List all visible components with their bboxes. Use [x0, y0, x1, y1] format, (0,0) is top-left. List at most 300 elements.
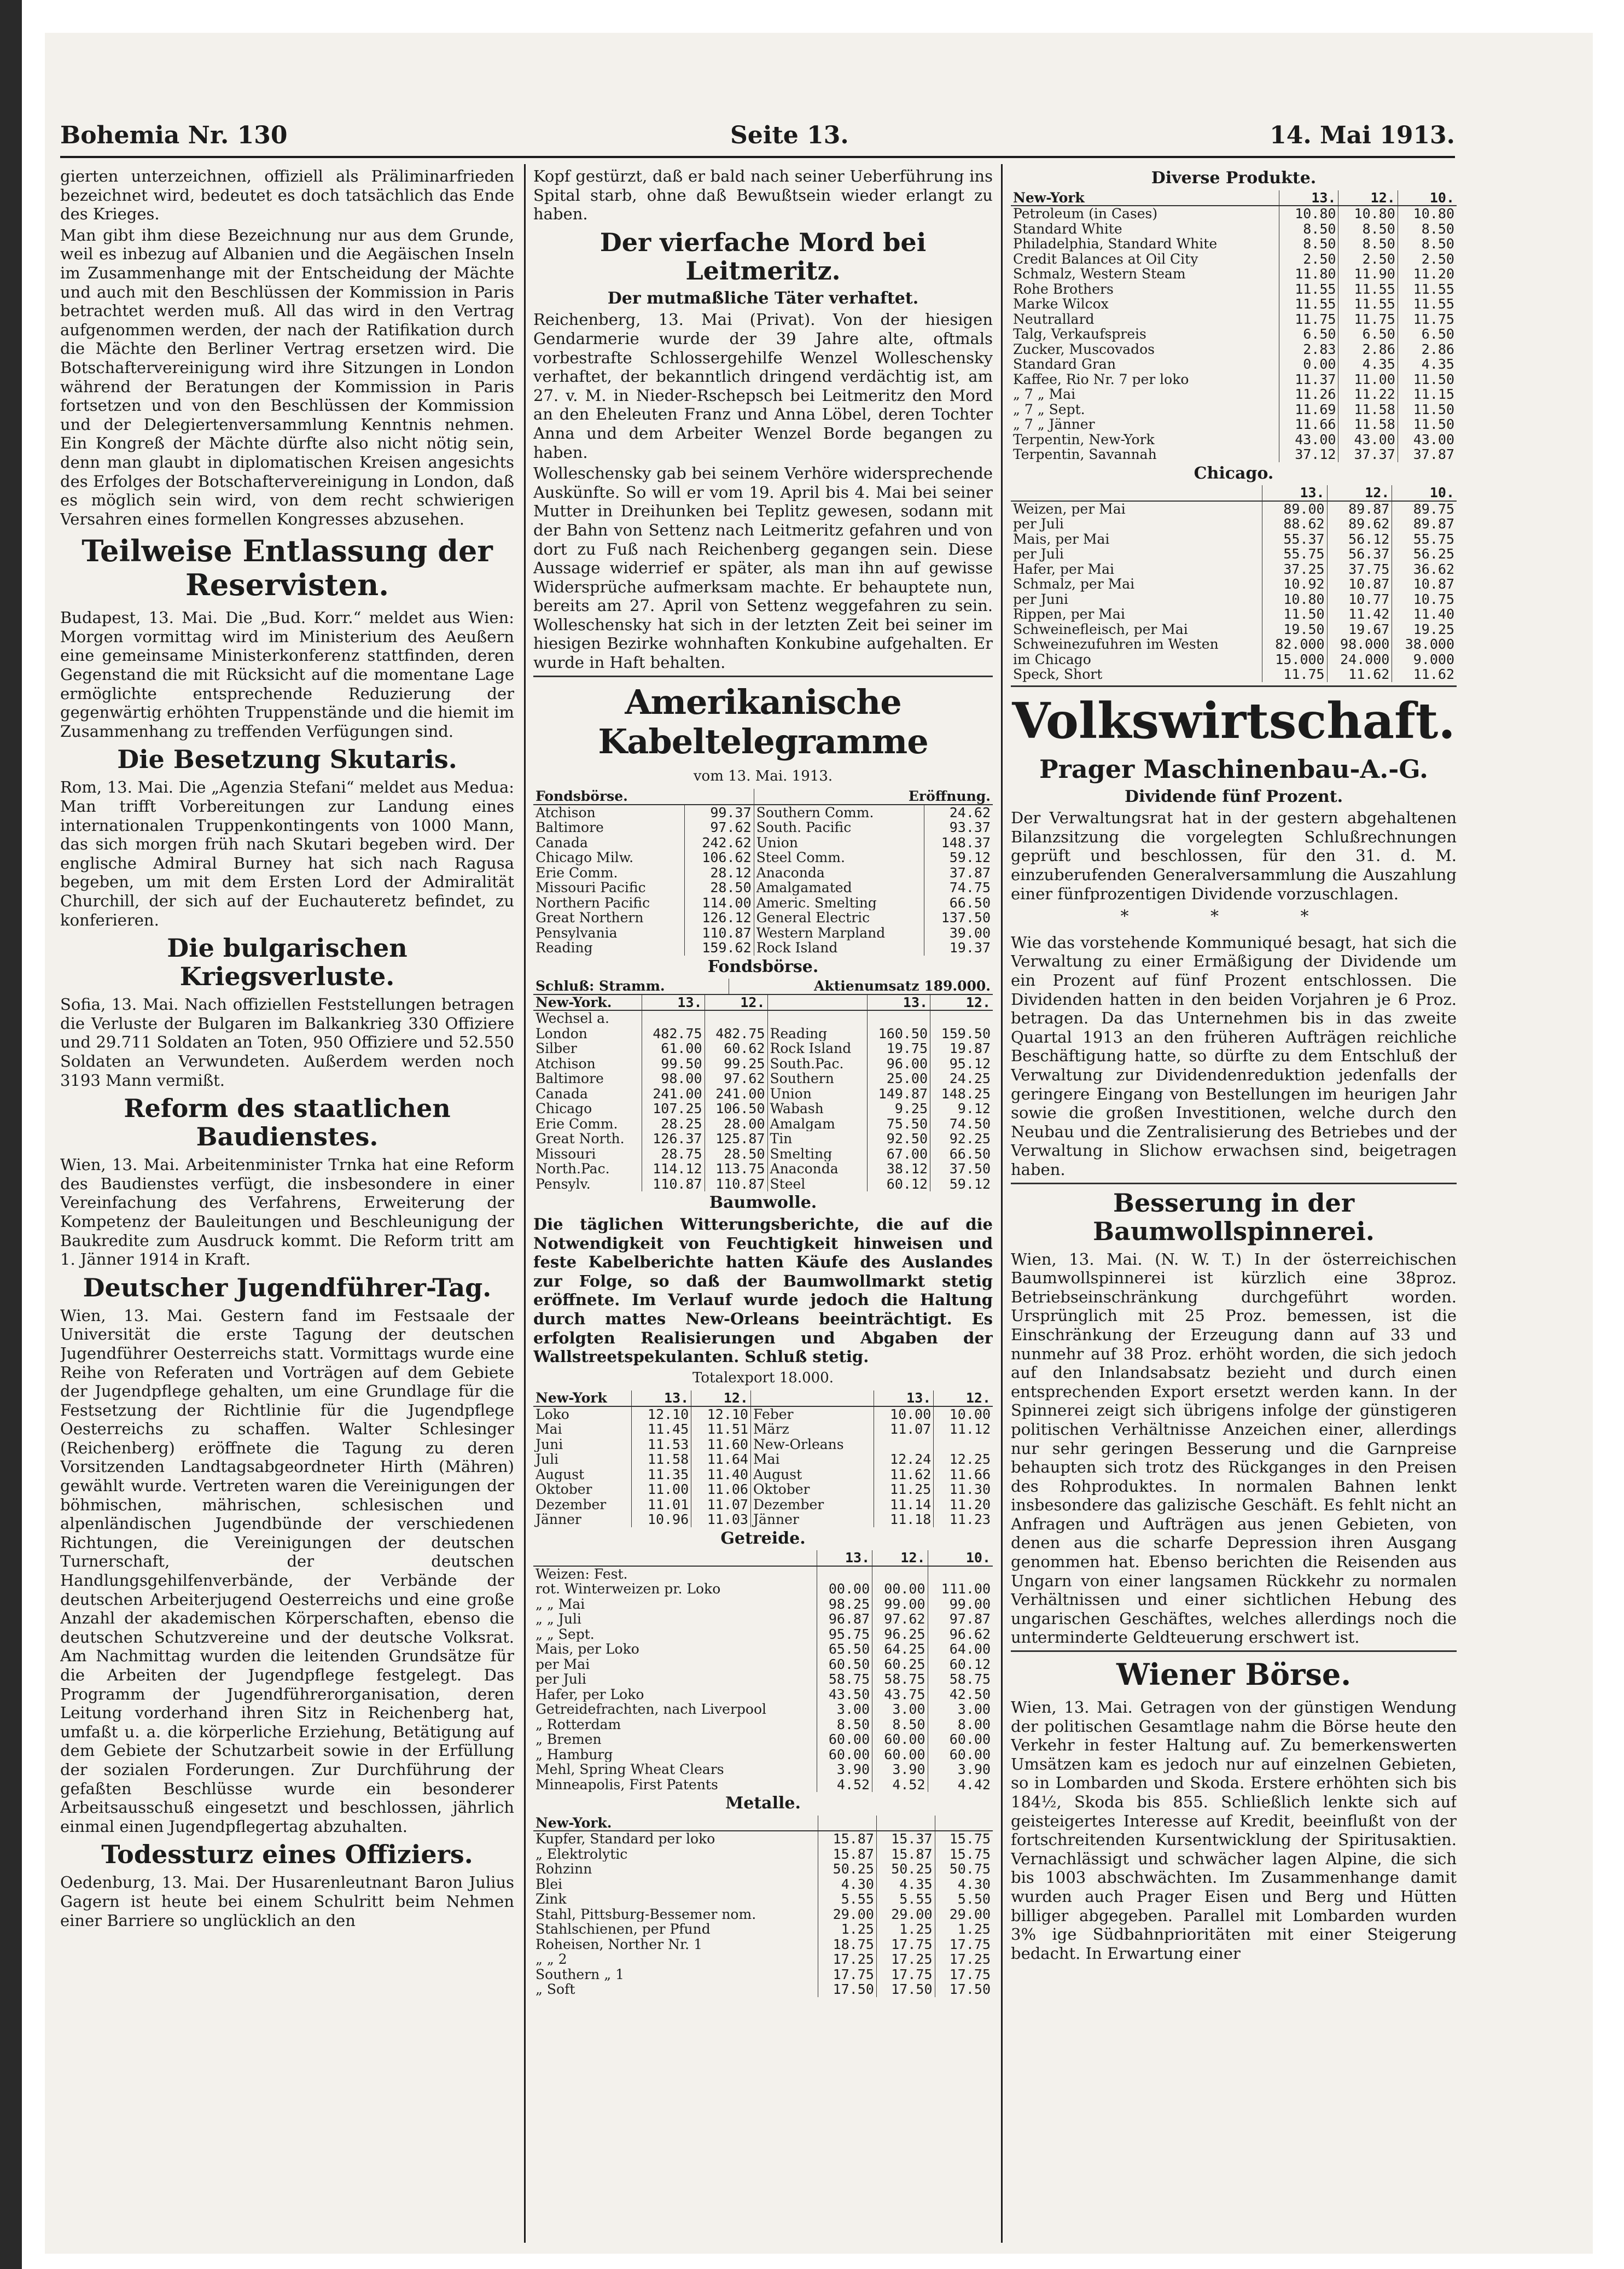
table-label-cell: South. Pacific [754, 820, 924, 835]
table-value-cell: 4.30 [818, 1877, 877, 1892]
table-value-cell: 11.35 [632, 1467, 691, 1482]
table-value-cell: 11.50 [1398, 372, 1457, 387]
table-value-cell: 24.000 [1327, 652, 1392, 667]
table-row [1011, 296, 1457, 312]
table-value-cell: 98.000 [1327, 637, 1392, 652]
table-value-cell [874, 1437, 934, 1452]
table-row [1011, 252, 1457, 267]
table-value-cell: 66.50 [924, 895, 993, 911]
table-value-cell: 1.25 [935, 1922, 993, 1937]
table-value-cell: 11.12 [934, 1422, 993, 1437]
table-row [533, 1071, 993, 1086]
table-value-cell: 11.45 [632, 1422, 691, 1437]
table-label-cell: Erie Comm. [535, 865, 618, 881]
table-value-cell: 11.75 [1338, 312, 1398, 327]
headline-wiener-boerse: Wiener Börse. [1116, 1657, 1352, 1692]
table-label-cell: Philadelphia, Standard White [1013, 236, 1218, 252]
table-value-cell: 97.87 [928, 1611, 993, 1627]
table-header-cell: 13. [632, 1391, 691, 1406]
table-value-cell: 11.18 [874, 1512, 934, 1527]
table-label-cell: Neutrallard [1013, 311, 1095, 327]
table-header [533, 979, 993, 994]
table-header-cell: Aktienumsatz 189.000. [729, 979, 993, 994]
table-row [1011, 372, 1457, 387]
table-label-cell: August [750, 1467, 874, 1482]
table-value-cell: 89.87 [1327, 501, 1392, 517]
table-value-cell: 15.87 [876, 1847, 935, 1862]
page-header [60, 121, 1455, 160]
article-baumwollspinnerei: Wien, 13. Mai. (N. W. T.) In der österreichischen Baumwollspinnerei ist kürzlich eine 38proz. Betriebseinschränkung durchgeführt worden. Ursprünglich mit 25 Proz. bemessen, ist die Einschränkung der Erzeugung dann auf 33 und nunmehr auf 38 Proz. erhöht worden, die sich jedoch auf den Inlandsabsatz bezieht und durch einen entsprechenden Export ersetzt werden kann. In der Spinnerei zeigt sich übrigens infolge der günstigeren politischen Verhältnisse Anzeichen einer, allerdings nur sehr geringen Besserung und die Garnpreise behaupten sich trotz des Rückganges in den Preisen des Rohproduktes. In normalen Bahnen lenkt insbesondere das galizische Geschäft. Es fehlt nicht an Anfragen und Aufträgen aus jenen Gebieten, von denen aus die scharfe Depression ihren Ausgang genommen hat. Ebenso berichten die Reisenden aus Ungarn von einer langsamen Rückkehr zu normalen Verhältnissen und einer sichtlichen Hebung des ungarischen Geschäftes, welches allerdings noch die unterminderte Geldteuerung erschwert ist. [1011, 1249, 1457, 1647]
table-label-cell: März [750, 1422, 874, 1437]
table-header [533, 1816, 993, 1831]
table-label-cell: Western Marpland [754, 926, 924, 941]
table-value-cell: 10.96 [632, 1512, 691, 1527]
table-row [533, 805, 993, 821]
table-header-cell: 12. [1338, 190, 1398, 206]
table-header [533, 995, 993, 1011]
table-row [533, 1937, 993, 1952]
chicago-title: Chicago. [1194, 463, 1274, 483]
fonds-close-title: Fondsbörse. [707, 957, 819, 976]
table-label-cell: Mais, per Mai [1013, 531, 1110, 547]
table-row [533, 1877, 993, 1892]
table-row [533, 1982, 993, 1997]
table-row [533, 865, 993, 881]
header-page-number: Seite 13. [730, 121, 849, 149]
table-value-cell: 59.12 [930, 1177, 993, 1192]
subheadline-kabeltelegramme: vom 13. Mai. 1913. [693, 767, 833, 784]
table-value-cell: 11.25 [874, 1482, 934, 1497]
table-row [1011, 312, 1457, 327]
table-label-cell: Steel Comm. [754, 850, 924, 865]
fonds-close-summary [533, 979, 993, 995]
table-value-cell: 6.50 [1279, 327, 1338, 342]
diverse-table [1011, 190, 1457, 462]
table-label-cell: „ Elektrolytic [535, 1846, 628, 1862]
table-value-cell: 18.75 [818, 1937, 877, 1952]
table-value-cell: 11.90 [1338, 266, 1398, 282]
table-header-cell [818, 1816, 877, 1831]
table-value-cell: 9.12 [930, 1101, 993, 1116]
table-row [533, 1437, 993, 1452]
table-value-cell: 55.75 [1262, 546, 1327, 562]
table-value-cell: 2.86 [1398, 342, 1457, 357]
diverse-title: Diverse Produkte. [1151, 168, 1317, 188]
table-label-cell: Terpentin, Savannah [1013, 447, 1157, 462]
table-value-cell: 10.00 [874, 1406, 934, 1422]
table-label-cell: Loko [535, 1406, 569, 1422]
article-mord-2: Wolleschensky gab bei seinem Verhöre widersprechende Auskünfte. So will er vom 19. April bis 4. Mai bei seiner Mutter in Dreihunken bei Teplitz gewesen, sodann mit der Bahn von Settenz nach Leitmeritz gefahren und von dort zu Fuß nach Reichenberg gegangen sein. Diese Aussage widerrief er später, als man ihn auf gewisse Widersprüche aufmerksam machte. Er behauptete nun, bereits am 27. April von Settenz weggefahren zu sein. Wolleschensky hat sich in der letzten Zeit bei seiner im hiesigen Bezirke wohnhaften Konkubine aufgehalten. Er wurde in Haft behalten. [533, 464, 993, 672]
table-label-cell: Jänner [535, 1512, 581, 1527]
table-value-cell: 11.58 [632, 1452, 691, 1467]
headline-mord: Der vierfache Mord bei Leitmeritz. [599, 227, 927, 286]
table-row [533, 835, 993, 851]
table-value-cell: 10.87 [1392, 577, 1457, 592]
table-label-cell: Reading [535, 940, 593, 956]
table-value-cell: 37.87 [1398, 447, 1457, 462]
table-header-cell: 12. [872, 1550, 928, 1566]
table-value-cell: 8.50 [1338, 236, 1398, 252]
article-skutari: Rom, 13. Mai. Die „Agenzia Stefani“ meldet aus Medua: Man trifft Vorbereitungen zur Landung eines internationalen Truppenkontingents von 1000 Mann, das sich morgen früh nach Skutari begeben wird. Der englische Admiral Burney hat sich nach Ragusa begeben, um mit dem Ersten Lord der Admiralität Churchill, der sich auf der Euchauteretz befindet, zu konferieren. [60, 778, 514, 929]
table-value-cell: 11.62 [1392, 667, 1457, 682]
table-value-cell: 3.00 [928, 1702, 993, 1717]
table-value-cell: 97.62 [705, 1071, 767, 1086]
table-value-cell: 19.87 [930, 1041, 993, 1056]
table-row [533, 1422, 993, 1437]
table-value-cell: 19.37 [924, 940, 993, 956]
table-label-cell: Pensylvania [535, 925, 618, 941]
table-value-cell: 99.25 [705, 1056, 767, 1072]
table-value-cell: 64.25 [872, 1642, 928, 1657]
baumwolle-title: Baumwolle. [709, 1193, 817, 1213]
table-label-cell: Juni [535, 1436, 563, 1452]
table-label-cell: per Juli [1013, 546, 1064, 562]
table-value-cell: 89.62 [1327, 516, 1392, 532]
table-value-cell: 24.25 [930, 1071, 993, 1086]
table-value-cell: 106.50 [705, 1101, 767, 1116]
table-label-cell: August [535, 1467, 585, 1482]
table-row [1011, 402, 1457, 417]
table-value-cell: 64.00 [928, 1642, 993, 1657]
table-value-cell: 10.77 [1327, 592, 1392, 607]
table-header-cell: 12. [691, 1391, 751, 1406]
table-label-cell: Mai [535, 1422, 562, 1437]
table-label-cell: Anaconda [754, 865, 924, 881]
table-value-cell: 37.37 [1338, 447, 1398, 462]
table-label-cell: Roheisen, Norther Nr. 1 [535, 1936, 702, 1952]
table-label-cell: Standard Gran [1013, 357, 1116, 372]
table-label-cell: South.Pac. [767, 1056, 868, 1072]
table-value-cell: 107.25 [642, 1101, 705, 1116]
table-label-cell: „ Soft [535, 1982, 575, 1997]
table-row [533, 1611, 993, 1627]
article-baudienst: Wien, 13. Mai. Arbeitenminister Trnka hat eine Reform des Baudienstes verfügt, die insbesondere in einer Vereinfachung des Verfahrens, Erweiterung der Kompetenz der Bauleitungen und Beschleunigung der Baukredite zum Ausdruck kommt. Die Reform tritt am 1. Jänner 1914 in Kraft. [60, 1155, 514, 1269]
table-value-cell: 37.50 [930, 1161, 993, 1177]
article-continuation: Kopf gestürzt, daß er bald nach seiner Ueberführung ins Spital starb, ohne daß Bewußtsein wieder erlangt zu haben. [533, 167, 993, 224]
table-value-cell: 160.50 [868, 1026, 930, 1042]
table-value-cell: 28.00 [705, 1116, 767, 1132]
table-value-cell: 17.75 [935, 1937, 993, 1952]
table-value-cell: 4.52 [872, 1777, 928, 1793]
getreide-title: Getreide. [720, 1528, 806, 1548]
headline-jugendfuehrer: Deutscher Jugendführer-Tag. [83, 1272, 492, 1302]
table-value-cell: 9.25 [868, 1101, 930, 1116]
table-label-cell: „ Bremen [535, 1732, 602, 1747]
table-value-cell: 19.67 [1327, 622, 1392, 637]
table-row [1011, 266, 1457, 282]
table-value-cell: 58.75 [817, 1672, 872, 1687]
article-maschinenbau-1: Der Verwaltungsrat hat in der gestern abgehaltenen Bilanzsitzung die vorgelegten Schlußrechnungen geprüft und beschlossen, für den 31. d. M. einzuberufenden Generalversammlung die Auszahlung einer fünfprozentigen Dividende vorzuschlagen. [1011, 808, 1457, 903]
table-label-cell: Schweinezufuhren im Westen [1013, 637, 1219, 652]
column-3 [1011, 167, 1457, 2240]
table-value-cell: 11.23 [934, 1512, 993, 1527]
table-row [533, 1131, 993, 1147]
table-label-cell: Hafer, per Mai [1013, 561, 1115, 577]
table-value-cell: 58.75 [928, 1672, 993, 1687]
table-label-cell: „ Hamburg [535, 1747, 613, 1762]
table-value-cell: 5.50 [935, 1892, 993, 1907]
divider [1011, 685, 1457, 687]
table-label-cell: Chicago Milw. [535, 850, 634, 865]
table-value-cell: 3.90 [928, 1762, 993, 1777]
table-label-cell: Union [754, 835, 924, 851]
table-label-cell: Pensylv. [535, 1176, 591, 1192]
table-value-cell: 43.50 [817, 1687, 872, 1702]
table-label-cell: Stahlschienen, per Pfund [535, 1922, 711, 1937]
table-label-cell: per Juli [1013, 516, 1064, 532]
table-row [533, 1952, 993, 1967]
table-value-cell: 11.42 [1327, 607, 1392, 622]
table-value-cell: 58.75 [872, 1672, 928, 1687]
table-value-cell: 96.00 [868, 1056, 930, 1072]
table-value-cell: 37.87 [924, 865, 993, 881]
table-label-cell: Great Northern [535, 910, 644, 926]
table-label-cell: Schweinefleisch, per Mai [1013, 621, 1188, 637]
table-value-cell: 60.00 [872, 1732, 928, 1747]
table-header-cell [750, 1391, 874, 1406]
table-value-cell: 95.12 [930, 1056, 993, 1072]
article-todessturz: Oedenburg, 13. Mai. Der Husarenleutnant Baron Julius Gagern ist heute bei einem Schulritt beim Nehmen einer Barriere so unglücklich an den [60, 1873, 514, 1930]
table-row [533, 1672, 993, 1687]
table-value-cell: 17.25 [818, 1952, 877, 1967]
table-value-cell: 56.25 [1392, 546, 1457, 562]
table-value-cell: 4.35 [1398, 357, 1457, 372]
table-row [533, 1922, 993, 1937]
header-date: 14. Mai 1913. [1270, 121, 1455, 149]
table-value-cell: 4.35 [876, 1877, 935, 1892]
table-label-cell: Rippen, per Mai [1013, 607, 1125, 622]
table-value-cell: 60.00 [817, 1747, 872, 1762]
table-value-cell: 97.62 [685, 820, 754, 835]
table-row [1011, 562, 1457, 577]
table-label-cell: Union [767, 1086, 868, 1102]
table-value-cell: 11.14 [874, 1497, 934, 1512]
table-value-cell: 8.50 [872, 1717, 928, 1732]
table-row [533, 1717, 993, 1732]
table-header [1011, 485, 1457, 501]
baumwolle-report: Die täglichen Witterungsberichte, die auf die Notwendigkeit von Feuchtigkeit hinweisen und feste Kabelberichte hatten Käufe des Auslandes zur Folge, so daß der Baumwollmarkt stetig eröffnete. Im Verlauf wurde jedoch die Haltung durch mattes New-Orleans beeinträchtigt. Es erfolgten Realisierungen und Abgaben der Wallstreetspekulanten. Schluß stetig. [533, 1214, 993, 1366]
article-paragraph: Man gibt ihm diese Bezeichnung nur aus dem Grunde, weil es inbezug auf Albanien und die Aegäischen Inseln im Zusammenhange mit der Entscheidung der Mächte und auch mit den Beschlüssen der Kommission in Paris betrachtet werden muß. All das wird in den Vertrag aufgenommen werden, der nach der Ratifikation durch die Mächte den Berliner Vertrag ersetzen wird. Die Botschaftervereinigung wird ihre Sitzungen in London während der Beratungen der Kommission in Paris fortsetzen und von den Beschlüssen der Kommission und der Delegiertenversammlung Kenntnis nehmen. Ein Kongreß der Mächte dürfte also nicht nötig sein, denn man glaubt in diplomatischen Kreisen angesichts des Erfolges der Botschaftervereinigung in London, daß es möglich sein wird, von dem recht schwierigen Versahren eines formellen Kongresses abzusehen. [60, 225, 514, 528]
chicago-table [1011, 485, 1457, 682]
headline-kabeltelegramme: Amerikanische Kabeltelegramme [598, 682, 928, 761]
table-row [533, 1147, 993, 1162]
table-value-cell: 17.50 [818, 1982, 877, 1997]
table-row [1011, 532, 1457, 547]
table-label-cell: „ „ 2 [535, 1952, 567, 1967]
table-row [533, 1512, 993, 1527]
table-value-cell: 38.000 [1392, 637, 1457, 652]
scan-edge [0, 0, 22, 2269]
table-value-cell: 59.12 [924, 850, 993, 865]
table-value-cell: 60.00 [817, 1732, 872, 1747]
table-row [1011, 622, 1457, 637]
table-row [533, 1702, 993, 1717]
table-label-cell: Weizen: Fest. [535, 1566, 628, 1582]
table-value-cell: 60.12 [928, 1657, 993, 1672]
headline-maschinenbau: Prager Maschinenbau-A.-G. [1039, 754, 1428, 784]
table-value-cell: 56.12 [1327, 532, 1392, 547]
table-value-cell: 125.87 [705, 1131, 767, 1147]
table-value-cell: 11.50 [1398, 417, 1457, 432]
table-value-cell: 88.62 [1262, 516, 1327, 532]
table-row [533, 1467, 993, 1482]
table-value-cell: 99.37 [685, 805, 754, 821]
table-value-cell: 148.25 [930, 1086, 993, 1102]
section-title-volkswirtschaft: Volkswirtschaft. [1012, 691, 1456, 750]
table-value-cell: 11.58 [1338, 402, 1398, 417]
table-row [533, 1041, 993, 1056]
table-label-cell: Getreidefrachten, nach Liverpool [535, 1702, 767, 1717]
table-label-cell: Atchison [535, 804, 596, 821]
table-value-cell [928, 1566, 993, 1582]
table-label-cell: „ „ Juli [535, 1611, 581, 1627]
table-value-cell [930, 1010, 993, 1026]
article-maschinenbau-2: Wie das vorstehende Kommuniqué besagt, hat sich die Verwaltung zu einer Ermäßigung der Dividende um ein Prozent auf fünf Prozent entschlossen. Die Dividenden hatten in den beiden Vorjahren je 6 Proz. betragen. Da das Unternehmen bis in das zweite Quartal 1913 an den früheren Aufträgen reichliche Beschäftigung hatte, so dürfte zu dem Entschluß der Verwaltung zur Dividendenreduktion jedenfalls der geringere Eingang von Bestellungen im heurigen Jahr sowie die großen Investitionen, welche durch den Neubau und die Zentralisierung des Betriebes und der Verwaltung in Slichow erwachsen sind, beigetragen haben. [1011, 933, 1457, 1179]
table-value-cell: 97.62 [872, 1611, 928, 1627]
table-value-cell: 11.75 [1262, 667, 1327, 682]
table-value-cell: 114.12 [642, 1161, 705, 1177]
table-value-cell: 89.75 [1392, 501, 1457, 517]
table-value-cell: 8.50 [1398, 222, 1457, 237]
table-label-cell: Rohzinn [535, 1861, 592, 1877]
table-header-cell: 12. [934, 1391, 993, 1406]
table-value-cell: 12.10 [632, 1406, 691, 1422]
table-row [533, 880, 993, 895]
table-value-cell: 8.00 [928, 1717, 993, 1732]
table-value-cell: 92.25 [930, 1131, 993, 1147]
table-value-cell: 10.80 [1398, 206, 1457, 222]
table-value-cell: 17.25 [876, 1952, 935, 1967]
column-2 [533, 167, 993, 2240]
table-header-cell: 10. [928, 1550, 993, 1566]
table-value-cell: 60.00 [928, 1747, 993, 1762]
table-label-cell: Southern [767, 1071, 868, 1086]
table-row [533, 1566, 993, 1582]
table-label-cell: Oktober [750, 1482, 874, 1497]
table-header-cell: Schluß: Stramm. [533, 979, 729, 994]
table-value-cell: 99.00 [872, 1597, 928, 1612]
table-value-cell: 50.25 [876, 1861, 935, 1877]
table-value-cell: 3.90 [817, 1762, 872, 1777]
table-row [533, 940, 993, 956]
table-value-cell [872, 1566, 928, 1582]
table-label-cell: Americ. Smelting [754, 895, 924, 911]
table-row [1011, 607, 1457, 622]
table-value-cell: 17.50 [876, 1982, 935, 1997]
table-label-cell: Wabash [767, 1101, 868, 1116]
table-header-cell [935, 1816, 993, 1831]
table-value-cell: 00.00 [817, 1581, 872, 1597]
table-value-cell: 11.80 [1279, 266, 1338, 282]
table-value-cell: 8.50 [1279, 222, 1338, 237]
table-value-cell: 19.75 [868, 1041, 930, 1056]
headline-skutari: Die Besetzung Skutaris. [117, 744, 457, 775]
table-value-cell: 89.87 [1392, 516, 1457, 532]
table-value-cell: 74.50 [930, 1116, 993, 1132]
table-value-cell: 110.87 [642, 1177, 705, 1192]
table-value-cell: 60.62 [705, 1041, 767, 1056]
table-value-cell: 148.37 [924, 835, 993, 851]
table-value-cell: 38.12 [868, 1161, 930, 1177]
table-value-cell [642, 1010, 705, 1026]
table-value-cell: 60.50 [817, 1657, 872, 1672]
table-value-cell: 113.75 [705, 1161, 767, 1177]
table-label-cell: General Electric [754, 910, 924, 926]
table-value-cell: 482.75 [705, 1026, 767, 1042]
table-row [533, 1777, 993, 1793]
table-label-cell: „ „ Sept. [535, 1626, 595, 1642]
table-header-cell: 13. [1279, 190, 1338, 206]
table-label-cell: Silber [535, 1041, 577, 1056]
table-label-cell: im Chicago [1013, 651, 1091, 667]
table-value-cell: 11.07 [874, 1422, 934, 1437]
table-row [1011, 667, 1457, 682]
table-header-cell: 10. [1392, 485, 1457, 501]
table-label-cell: Marke Wilcox [1013, 296, 1109, 312]
table-value-cell: 36.62 [1392, 562, 1457, 577]
header-rule [60, 156, 1455, 158]
table-header-cell [767, 995, 868, 1011]
table-header-cell: 12. [930, 995, 993, 1011]
table-value-cell: 17.75 [876, 1937, 935, 1952]
table-row [1011, 327, 1457, 342]
table-label-cell: Erie Comm. [535, 1116, 618, 1132]
table-header [1011, 190, 1457, 206]
table-value-cell: 99.50 [642, 1056, 705, 1072]
table-label-cell: Talg, Verkaufspreis [1013, 327, 1146, 342]
table-row [533, 895, 993, 911]
fonds-close-table [533, 995, 993, 1192]
table-row [533, 910, 993, 926]
table-label-cell: Juli [535, 1452, 559, 1467]
headline-baudienst: Reform des staatlichen Baudienstes. [124, 1093, 451, 1152]
table-value-cell: 98.25 [817, 1597, 872, 1612]
table-label-cell: „ Rotterdam [535, 1717, 621, 1732]
table-value-cell: 98.00 [642, 1071, 705, 1086]
table-value-cell: 55.37 [1262, 532, 1327, 547]
table-header-cell: 10. [1398, 190, 1457, 206]
table-value-cell: 137.50 [924, 910, 993, 926]
table-row [533, 1831, 993, 1847]
divider [1011, 1650, 1457, 1652]
table-value-cell: 11.20 [934, 1497, 993, 1512]
table-value-cell: 61.00 [642, 1041, 705, 1056]
table-value-cell: 28.25 [642, 1116, 705, 1132]
table-label-cell: Missouri [535, 1146, 596, 1162]
table-label-cell: per Juni [1013, 591, 1068, 607]
table-value-cell: 242.62 [685, 835, 754, 851]
table-label-cell: rot. Winterweizen pr. Loko [535, 1581, 721, 1597]
table-label-cell: Zucker, Muscovados [1013, 341, 1155, 357]
table-label-cell: Canada [535, 1086, 588, 1102]
table-label-cell: Missouri Pacific [535, 880, 646, 895]
table-value-cell: 11.55 [1398, 282, 1457, 297]
table-row [533, 1101, 993, 1116]
table-value-cell: 2.86 [1338, 342, 1398, 357]
table-header [533, 789, 993, 805]
table-header-cell: Fondsbörse. [533, 789, 754, 805]
table-row [533, 1010, 993, 1026]
table-label-cell: London [535, 1026, 587, 1042]
table-value-cell: 28.75 [642, 1147, 705, 1162]
table-label-cell: Zink [535, 1892, 567, 1907]
table-value-cell: 126.37 [642, 1131, 705, 1147]
table-value-cell: 11.69 [1279, 402, 1338, 417]
table-row [1011, 417, 1457, 432]
table-header-cell [1011, 485, 1262, 501]
table-row [533, 1056, 993, 1072]
table-label-cell: Mais, per Loko [535, 1642, 639, 1657]
